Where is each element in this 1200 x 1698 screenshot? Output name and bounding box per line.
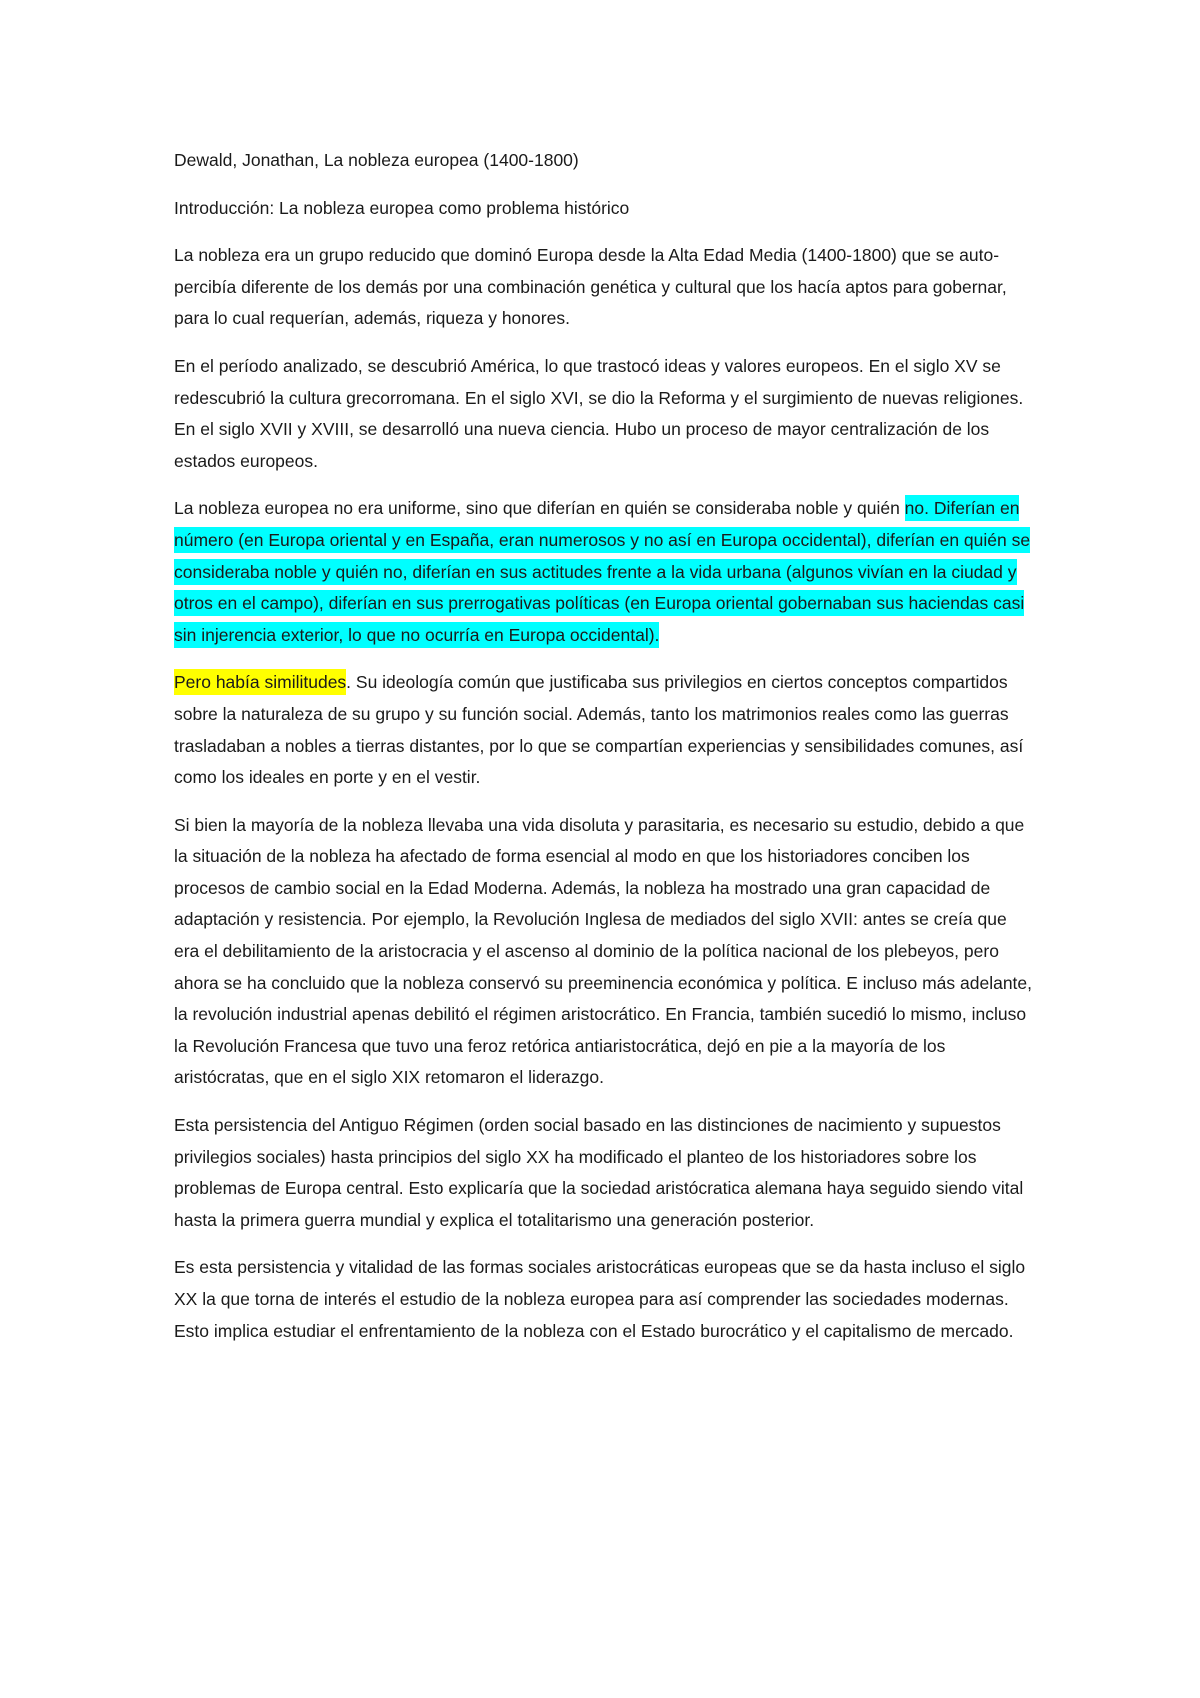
paragraph-1: La nobleza era un grupo reducido que dominó Europa desde la Alta Edad Media (1400-1800) que se auto-percibía diferente de los demás por una combinación genética y cultural que los hacía aptos para gobernar, para lo cual requerían, además, riqueza y honores. [174, 245, 1007, 329]
paragraph-3 [174, 493, 1036, 651]
paragraph-7: Es esta persistencia y vitalidad de las formas sociales aristocráticas europeas que se da hasta incluso el siglo XX la que torna de interés el estudio de la nobleza europea para así comprender las sociedades modernas. Esto implica estudiar el enfrentamiento de la nobleza con el Estado burocrático y el capitalismo de mercado. [174, 1257, 1026, 1341]
yellow-highlighted-text: Pero había similitudes [174, 669, 346, 695]
section-heading: Introducción: La nobleza europea como problema histórico [174, 197, 630, 218]
paragraph-4-text: . Su ideología común que justificaba sus privilegios en ciertos conceptos compartidos sobre la naturaleza de su grupo y su función social. Además, tanto los matrimonios reales como las guerras trasladaban a nobles a tierras distantes, por lo que se compartían experiencias y sensibilidades comunes, así como los ideales en porte y en el vestir. [174, 672, 1024, 788]
cyan-highlighted-text: no. Diferían en número (en Europa oriental y en España, eran numerosos y no así en Europa occidental), diferían en quién se consideraba noble y quién no, diferían en sus actitudes frente a la vida urbana (algunos vivían en la ciudad y otros en el campo), diferían en sus prerrogativas políticas (en Europa oriental gobernaban sus haciendas casi sin injerencia exterior, lo que no ocurría en Europa occidental). [174, 495, 1030, 647]
paragraph-4 [174, 667, 1036, 793]
paragraph-2: En el período analizado, se descubrió América, lo que trastocó ideas y valores europeos. En el siglo XV se redescubrió la cultura grecorromana. En el siglo XVI, se dio la Reforma y el surgimiento de nuevas religiones. En el siglo XVII y XVIII, se desarrolló una nueva ciencia. Hubo un proceso de mayor centralización de los estados europeos. [174, 355, 1024, 471]
document-body [174, 145, 1036, 1363]
paragraph-5: Si bien la mayoría de la nobleza llevaba una vida disoluta y parasitaria, es necesario su estudio, debido a que la situación de la nobleza ha afectado de forma esencial al modo en que los historiadores conciben los procesos de cambio social en la Edad Moderna. Además, la nobleza ha mostrado una gran capacidad de adaptación y resistencia. Por ejemplo, la Revolución Inglesa de mediados del siglo XVII: antes se creía que era el debilitamiento de la aristocracia y el ascenso al dominio de la política nacional de los plebeyos, pero ahora se ha concluido que la nobleza conservó su preeminencia económica y política. E incluso más adelante, la revolución industrial apenas debilitó el régimen aristocrático. En Francia, también sucedió lo mismo, incluso la Revolución Francesa que tuvo una feroz retórica antiaristocrática, dejó en pie a la mayoría de los aristócratas, que en el siglo XIX retomaron el liderazgo. [174, 814, 1033, 1088]
paragraph-3-text: La nobleza europea no era uniforme, sino que diferían en quién se consideraba noble y quién [174, 498, 905, 519]
citation-line: Dewald, Jonathan, La nobleza europea (1400-1800) [174, 150, 579, 170]
paragraph-6: Esta persistencia del Antiguo Régimen (orden social basado en las distinciones de nacimiento y supuestos privilegios sociales) hasta principios del siglo XX ha modificado el planteo de los historiadores sobre los problemas de Europa central. Esto explicaría que la sociedad aristócratica alemana haya seguido siendo vital hasta la primera guerra mundial y explica el totalitarismo una generación posterior. [174, 1115, 1024, 1230]
